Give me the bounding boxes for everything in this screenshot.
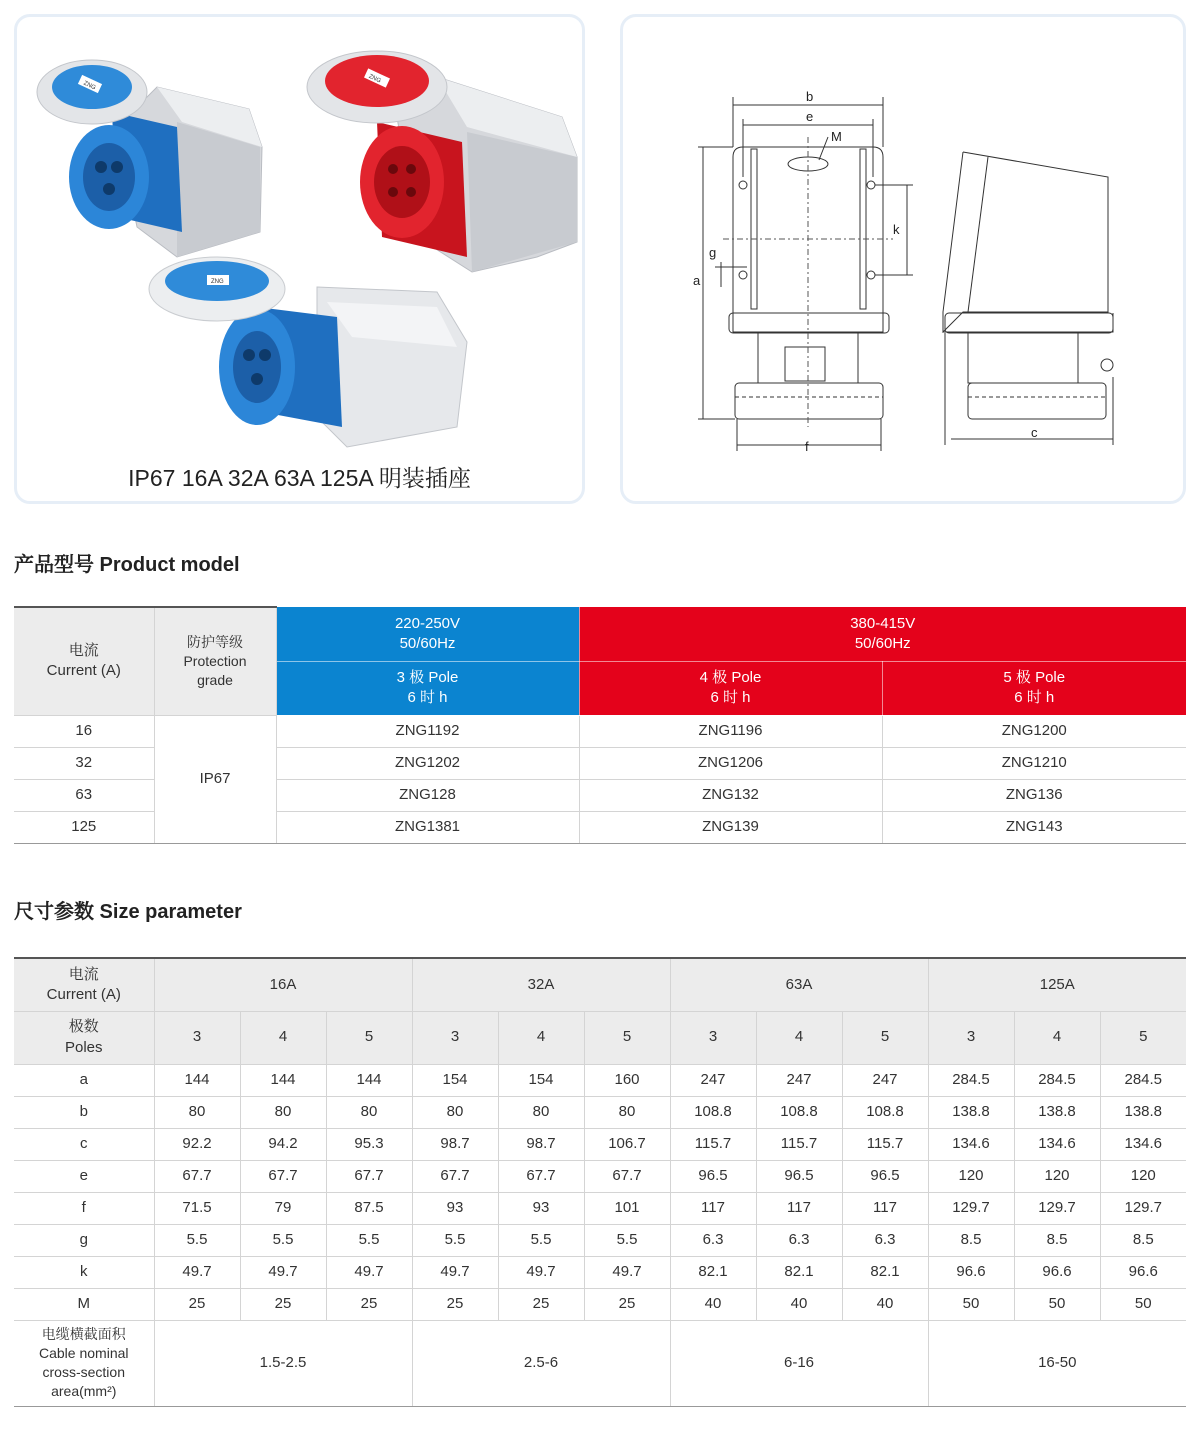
dimension-value: 96.6 [928, 1256, 1014, 1288]
table-row [14, 1256, 1186, 1288]
cable-label: 电缆横截面积 Cable nominal cross-section area(mm²) [14, 1320, 154, 1406]
poles-cell: 4 [1014, 1011, 1100, 1064]
header-pole5: 5 极 Pole 6 时 h [882, 661, 1186, 715]
dimension-value: 49.7 [412, 1256, 498, 1288]
label-a: a [693, 273, 701, 288]
dimension-value: 25 [240, 1288, 326, 1320]
dimension-label: b [14, 1096, 154, 1128]
dimension-label: g [14, 1224, 154, 1256]
poles-cell: 5 [842, 1011, 928, 1064]
dimension-value: 67.7 [326, 1160, 412, 1192]
dimension-value: 5.5 [584, 1224, 670, 1256]
dimension-value: 40 [670, 1288, 756, 1320]
table-row: 16 IP67 ZNG1192 ZNG1196 ZNG1200 [14, 715, 1186, 747]
header-current: 电流 Current (A) [14, 607, 154, 715]
dimension-value: 117 [670, 1192, 756, 1224]
dimension-value: 160 [584, 1064, 670, 1096]
cable-value: 1.5-2.5 [154, 1320, 412, 1406]
poles-cell: 3 [412, 1011, 498, 1064]
dimension-value: 25 [326, 1288, 412, 1320]
dimension-value: 138.8 [1014, 1096, 1100, 1128]
dimension-value: 82.1 [842, 1256, 928, 1288]
dimension-value: 129.7 [1100, 1192, 1186, 1224]
table-row [14, 1064, 1186, 1096]
header-protection: 防护等级 Protection grade [154, 607, 276, 715]
dimension-value: 129.7 [1014, 1192, 1100, 1224]
label-k: k [893, 222, 900, 237]
dimension-value: 49.7 [326, 1256, 412, 1288]
dimension-value: 6.3 [756, 1224, 842, 1256]
poles-cell: 3 [154, 1011, 240, 1064]
dimension-label: c [14, 1128, 154, 1160]
dimension-value: 50 [1014, 1288, 1100, 1320]
dimension-value: 284.5 [928, 1064, 1014, 1096]
label-b: b [806, 89, 814, 104]
dimension-value: 67.7 [498, 1160, 584, 1192]
table-row: 32 ZNG1202 ZNG1206 ZNG1210 [14, 747, 1186, 779]
group-16a: 16A [154, 958, 412, 1011]
photo-caption: IP67 16A 32A 63A 125A 明装插座 [128, 465, 471, 491]
table-row: 125 ZNG1381 ZNG139 ZNG143 [14, 811, 1186, 843]
cable-value: 6-16 [670, 1320, 928, 1406]
dimension-value: 93 [498, 1192, 584, 1224]
product-model-title: 产品型号 Product model [14, 554, 240, 576]
dimension-value: 8.5 [1100, 1224, 1186, 1256]
dimension-drawing-card [620, 14, 1186, 504]
dimension-value: 67.7 [584, 1160, 670, 1192]
dimension-value: 40 [756, 1288, 842, 1320]
dimension-value: 115.7 [842, 1128, 928, 1160]
dimension-value: 67.7 [412, 1160, 498, 1192]
poles-cell: 5 [584, 1011, 670, 1064]
dimension-value: 247 [756, 1064, 842, 1096]
dimension-value: 67.7 [240, 1160, 326, 1192]
product-photo [17, 17, 582, 457]
dimension-value: 93 [412, 1192, 498, 1224]
group-63a: 63A [670, 958, 928, 1011]
dimension-value: 98.7 [412, 1128, 498, 1160]
dimension-value: 108.8 [756, 1096, 842, 1128]
dimension-value: 82.1 [670, 1256, 756, 1288]
dimension-value: 25 [412, 1288, 498, 1320]
dimension-value: 5.5 [498, 1224, 584, 1256]
dimension-value: 67.7 [154, 1160, 240, 1192]
size-parameter-title: 尺寸参数 Size parameter [14, 901, 242, 923]
dimension-value: 117 [842, 1192, 928, 1224]
dimension-value: 247 [670, 1064, 756, 1096]
bottom-lid-brand: ZNG [211, 279, 224, 285]
table-row [14, 1128, 1186, 1160]
dimension-value: 284.5 [1014, 1064, 1100, 1096]
header-pole3: 3 极 Pole 6 时 h [276, 661, 579, 715]
dimension-drawing [623, 17, 1183, 501]
dimension-value: 98.7 [498, 1128, 584, 1160]
dimension-value: 120 [928, 1160, 1014, 1192]
dimension-label: M [14, 1288, 154, 1320]
protection-grade-cell: IP67 [154, 715, 276, 843]
table-row: 63 ZNG128 ZNG132 ZNG136 [14, 779, 1186, 811]
dimension-value: 25 [584, 1288, 670, 1320]
dimension-value: 5.5 [154, 1224, 240, 1256]
dimension-value: 94.2 [240, 1128, 326, 1160]
dimension-value: 96.5 [756, 1160, 842, 1192]
dimension-value: 8.5 [1014, 1224, 1100, 1256]
header-220v-group: 220-250V 50/60Hz [276, 607, 579, 661]
label-e: e [806, 109, 814, 124]
label-M: M [831, 129, 842, 144]
product-model-table [14, 606, 1186, 844]
table-row [14, 1096, 1186, 1128]
red-socket-angled-image [307, 51, 577, 272]
dimension-value: 117 [756, 1192, 842, 1224]
dimension-value: 144 [326, 1064, 412, 1096]
dimension-value: 6.3 [842, 1224, 928, 1256]
poles-cell: 3 [928, 1011, 1014, 1064]
dimension-label: f [14, 1192, 154, 1224]
header-380v-group: 380-415V 50/60Hz [579, 607, 1186, 661]
dimension-value: 80 [326, 1096, 412, 1128]
size-header-poles: 极数 Poles [14, 1011, 154, 1064]
dimension-value: 6.3 [670, 1224, 756, 1256]
dimension-value: 80 [498, 1096, 584, 1128]
label-g: g [709, 245, 717, 260]
dimension-value: 49.7 [584, 1256, 670, 1288]
dimension-value: 49.7 [498, 1256, 584, 1288]
group-32a: 32A [412, 958, 670, 1011]
dimension-value: 49.7 [240, 1256, 326, 1288]
dimension-value: 138.8 [1100, 1096, 1186, 1128]
dimension-value: 50 [1100, 1288, 1186, 1320]
dimension-value: 8.5 [928, 1224, 1014, 1256]
dimension-value: 108.8 [842, 1096, 928, 1128]
dimension-value: 49.7 [154, 1256, 240, 1288]
poles-cell: 4 [240, 1011, 326, 1064]
cable-row [14, 1320, 1186, 1406]
dimension-value: 40 [842, 1288, 928, 1320]
dimension-value: 25 [498, 1288, 584, 1320]
dimension-label: e [14, 1160, 154, 1192]
dimension-value: 247 [842, 1064, 928, 1096]
dimension-value: 80 [240, 1096, 326, 1128]
dimension-label: a [14, 1064, 154, 1096]
dimension-value: 80 [412, 1096, 498, 1128]
dimension-value: 5.5 [326, 1224, 412, 1256]
poles-cell: 4 [498, 1011, 584, 1064]
table-row [14, 1288, 1186, 1320]
dimension-value: 284.5 [1100, 1064, 1186, 1096]
size-parameter-table [14, 957, 1186, 1407]
dimension-value: 134.6 [1100, 1128, 1186, 1160]
table-row [14, 1224, 1186, 1256]
dimension-value: 134.6 [1014, 1128, 1100, 1160]
dimension-value: 96.5 [670, 1160, 756, 1192]
dimension-value: 101 [584, 1192, 670, 1224]
poles-cell: 5 [326, 1011, 412, 1064]
dimension-value: 154 [412, 1064, 498, 1096]
dimension-value: 79 [240, 1192, 326, 1224]
dimension-value: 154 [498, 1064, 584, 1096]
dimension-value: 144 [240, 1064, 326, 1096]
dimension-value: 129.7 [928, 1192, 1014, 1224]
size-header-current: 电流 Current (A) [14, 958, 154, 1011]
blue-socket-angled-image [37, 60, 262, 257]
dimension-value: 144 [154, 1064, 240, 1096]
blue-socket-front-image [149, 257, 467, 447]
dimension-value: 96.6 [1100, 1256, 1186, 1288]
header-pole4: 4 极 Pole 6 时 h [579, 661, 882, 715]
dimension-value: 50 [928, 1288, 1014, 1320]
dimension-value: 95.3 [326, 1128, 412, 1160]
blue-lid-brand: ZNG [82, 80, 97, 92]
dimension-value: 80 [154, 1096, 240, 1128]
table-row [14, 1160, 1186, 1192]
dimension-value: 108.8 [670, 1096, 756, 1128]
dimension-value: 82.1 [756, 1256, 842, 1288]
dimension-value: 5.5 [240, 1224, 326, 1256]
dimension-value: 96.5 [842, 1160, 928, 1192]
poles-cell: 4 [756, 1011, 842, 1064]
group-125a: 125A [928, 958, 1186, 1011]
dimension-value: 71.5 [154, 1192, 240, 1224]
dimension-value: 92.2 [154, 1128, 240, 1160]
dimension-value: 80 [584, 1096, 670, 1128]
cable-value: 2.5-6 [412, 1320, 670, 1406]
dimension-value: 5.5 [412, 1224, 498, 1256]
label-f: f [805, 439, 809, 454]
dimension-value: 115.7 [756, 1128, 842, 1160]
dimension-value: 134.6 [928, 1128, 1014, 1160]
dimension-value: 106.7 [584, 1128, 670, 1160]
dimension-value: 25 [154, 1288, 240, 1320]
poles-cell: 5 [1100, 1011, 1186, 1064]
dimension-value: 96.6 [1014, 1256, 1100, 1288]
poles-cell: 3 [670, 1011, 756, 1064]
dimension-value: 138.8 [928, 1096, 1014, 1128]
table-row [14, 1192, 1186, 1224]
dimension-label: k [14, 1256, 154, 1288]
label-c: c [1031, 425, 1038, 440]
product-photo-card [14, 14, 585, 504]
dimension-value: 87.5 [326, 1192, 412, 1224]
cable-value: 16-50 [928, 1320, 1186, 1406]
dimension-value: 120 [1100, 1160, 1186, 1192]
dimension-value: 115.7 [670, 1128, 756, 1160]
red-lid-brand: ZNG [367, 73, 382, 85]
dimension-value: 120 [1014, 1160, 1100, 1192]
